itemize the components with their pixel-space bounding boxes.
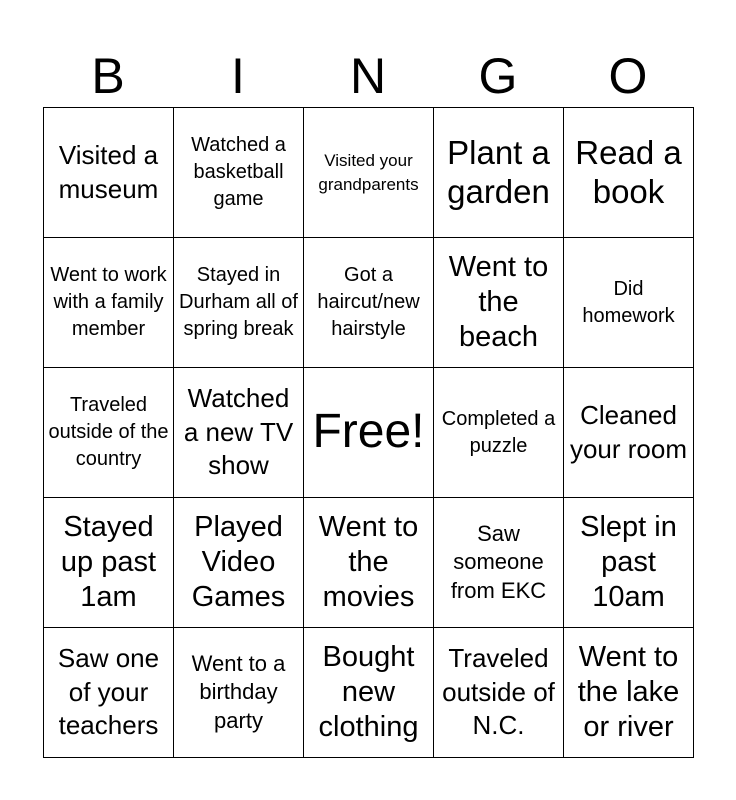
bingo-cell[interactable] [434,498,564,628]
cell-text: Stayed up past 1am [60,511,157,613]
bingo-cell[interactable] [174,238,304,368]
cell-text: Traveled outside of N.C. [442,642,555,741]
cell-text: Bought new clothing [318,641,419,743]
bingo-cell[interactable] [174,498,304,628]
cell-text: Went to a birthday party [191,650,286,733]
bingo-cell[interactable] [434,368,564,498]
bingo-cell[interactable] [304,238,434,368]
cell-text: Went to the lake or river [577,641,680,743]
cell-text: Traveled outside of the country [48,394,169,470]
bingo-cell[interactable] [304,108,434,238]
cell-text: Watched a new TV show [183,382,294,481]
bingo-cell[interactable] [174,108,304,238]
bingo-cell[interactable] [434,628,564,758]
bingo-cell[interactable] [564,498,694,628]
cell-text: Cleaned your room [569,399,688,464]
bingo-cell[interactable] [434,108,564,238]
cell-text: Read a book [575,133,682,210]
cell-text: Saw someone from EKC [450,520,547,603]
bingo-header [43,44,693,108]
cell-text: Saw one of your teachers [57,642,160,741]
bingo-cell[interactable] [304,498,434,628]
cell-text: Watched a basketball game [191,134,286,210]
cell-text: Went to the beach [448,251,549,353]
header-letter-o: O [608,48,648,104]
bingo-cell[interactable] [44,368,174,498]
bingo-cell[interactable] [174,368,304,498]
bingo-cell[interactable] [44,628,174,758]
bingo-cell[interactable] [304,628,434,758]
bingo-cell[interactable] [564,238,694,368]
cell-text: Visited a museum [58,139,159,204]
bingo-cell[interactable] [564,628,694,758]
header-letter-g: G [478,48,518,104]
cell-text: Went to work with a family member [50,264,167,340]
cell-text: Plant a garden [447,133,550,210]
header-letter-i: I [231,48,245,104]
bingo-grid [43,107,694,758]
cell-text: Played Video Games [191,511,286,613]
free-space-text: Free! [312,405,425,459]
bingo-cell[interactable] [174,628,304,758]
free-space[interactable] [304,368,434,498]
header-letter-n: N [349,48,387,104]
cell-text: Completed a puzzle [441,407,556,457]
bingo-cell[interactable] [44,498,174,628]
bingo-cell[interactable] [44,108,174,238]
cell-text: Stayed in Durham all of spring break [179,264,298,340]
bingo-cell[interactable] [564,368,694,498]
cell-text: Went to the movies [318,511,419,613]
cell-text: Got a haircut/new hairstyle [317,264,420,340]
cell-text: Did homework [582,277,675,327]
cell-text: Visited your grandparents [318,150,419,194]
header-letter-b: B [91,48,125,104]
cell-text: Slept in past 10am [580,511,677,613]
bingo-cell[interactable] [44,238,174,368]
bingo-cell[interactable] [434,238,564,368]
bingo-cell[interactable] [564,108,694,238]
